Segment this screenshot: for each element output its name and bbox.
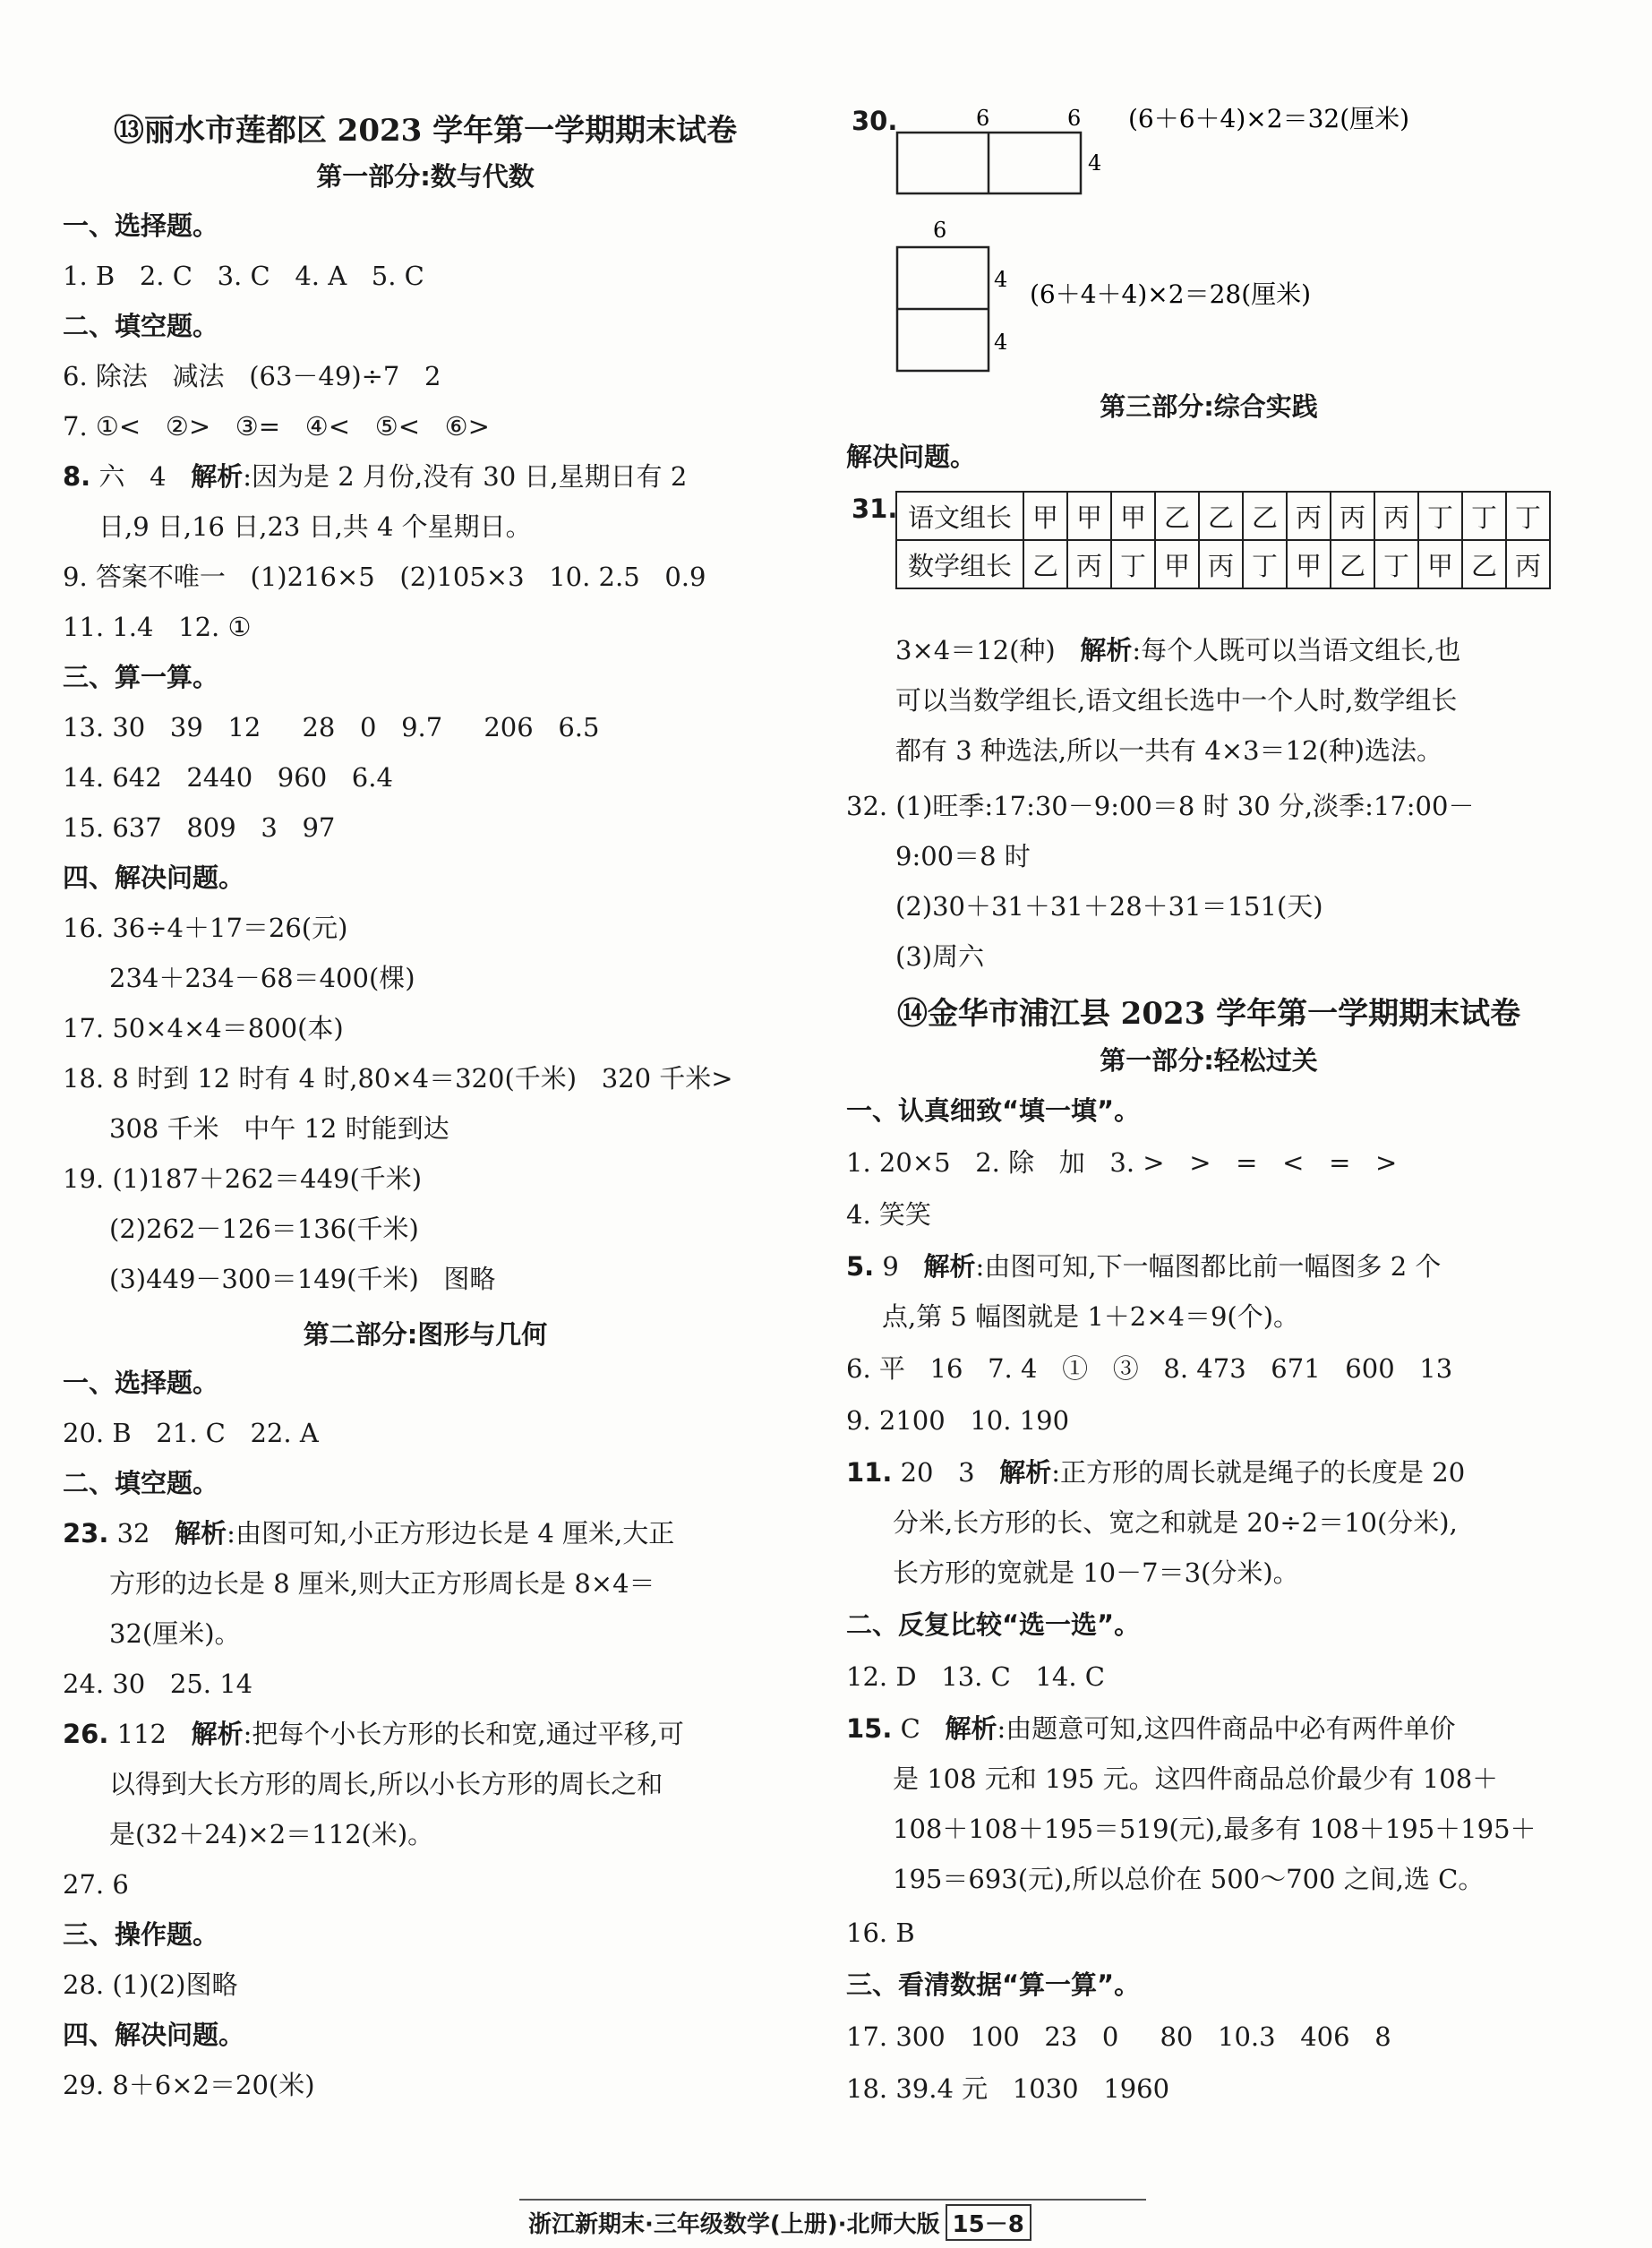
analysis-text: :把每个小长方形的长和宽,通过平移,可 — [243, 1719, 684, 1749]
group-leader-table — [895, 491, 1551, 589]
footer-line — [528, 2204, 1031, 2241]
table-cell: 丁 — [1418, 492, 1462, 540]
answer-line: 方形的边长是 8 厘米,则大正方形周长是 8×4＝ — [109, 1568, 655, 1599]
table-cell: 甲 — [1287, 540, 1331, 588]
question-number: 26. — [63, 1719, 109, 1749]
table-cell: 丁 — [1462, 492, 1506, 540]
section-heading: 一、选择题。 — [63, 210, 219, 241]
answer-line: 24. 30 25. 14 — [63, 1669, 253, 1699]
answer-line: 9. 答案不唯一 (1)216×5 (2)105×3 10. 2.5 0.9 — [63, 562, 706, 592]
question-number: 8. — [63, 461, 91, 492]
table-cell: 甲 — [1023, 492, 1067, 540]
analysis-text: :因为是 2 月份,没有 30 日,星期日有 2 — [243, 461, 688, 492]
answer-line: 可以当数学组长,语文组长选中一个人时,数学组长 — [895, 685, 1458, 716]
figure-formula: (6＋6＋4)×2＝32(厘米) — [1128, 104, 1410, 133]
answer-line: 是(32＋24)×2＝112(米)。 — [109, 1819, 434, 1849]
analysis-text: :正方形的周长就是绳子的长度是 20 — [1051, 1457, 1466, 1488]
answer-line: 108＋108＋195＝519(元),最多有 108＋195＋195＋ — [893, 1814, 1536, 1844]
section-heading: 三、看清数据“算一算”。 — [846, 1969, 1141, 2000]
section-heading: 四、解决问题。 — [63, 2020, 245, 2050]
part-heading: 第三部分:综合实践 — [1100, 391, 1318, 422]
answer-line: 32. (1)旺季:17:30－9:00＝8 时 30 分,淡季:17:00－ — [846, 791, 1475, 821]
answer-line: 是 108 元和 195 元。这四件商品总价最少有 108＋ — [893, 1763, 1499, 1794]
answer-line: 以得到大长方形的周长,所以小长方形的周长之和 — [109, 1769, 663, 1799]
table-row — [896, 540, 1550, 588]
table-cell: 甲 — [1418, 540, 1462, 588]
answer-text: 六 4 — [90, 461, 192, 492]
table-cell: 乙 — [1331, 540, 1374, 588]
answer-line: 4. 笑笑 — [846, 1199, 931, 1230]
answer-text: 9 — [874, 1251, 924, 1282]
figure-label: 6 — [1067, 106, 1082, 131]
section-heading: 一、认真细致“填一填”。 — [846, 1095, 1141, 1126]
page-footer — [519, 2199, 1146, 2236]
question-number: 15. — [846, 1713, 893, 1744]
answer-line: 19. (1)187＋262＝449(千米) — [63, 1163, 423, 1194]
table-cell: 乙 — [1243, 492, 1287, 540]
analysis-label: 解析 — [999, 1457, 1052, 1488]
section-heading: 四、解决问题。 — [63, 862, 245, 893]
analysis-label: 解析 — [191, 1719, 244, 1749]
analysis-text: :由题意可知,这四件商品中必有两件单价 — [997, 1713, 1456, 1744]
answer-line: 9:00＝8 时 — [895, 841, 1031, 871]
answer-line: 308 千米 中午 12 时能到达 — [109, 1113, 449, 1144]
answer-line: 32(厘米)。 — [109, 1618, 241, 1649]
table-cell: 乙 — [1155, 492, 1199, 540]
answer-line: (3)449－300＝149(千米) 图略 — [109, 1264, 496, 1294]
table-cell: 丙 — [1331, 492, 1374, 540]
page-number: 15－8 — [946, 2204, 1031, 2241]
section-heading: 二、反复比较“选一选”。 — [846, 1609, 1141, 1640]
answer-line: 20. B 21. C 22. A — [63, 1418, 319, 1448]
answer-line: 195＝693(元),所以总价在 500～700 之间,选 C。 — [893, 1864, 1485, 1894]
table-cell: 丁 — [1111, 540, 1155, 588]
answer-line: (2)262－126＝136(千米) — [109, 1214, 419, 1244]
answer-line — [63, 1716, 684, 1752]
answer-text: 32 — [108, 1518, 175, 1549]
exam-title: ⑬丽水市莲都区 2023 学年第一学期期末试卷 — [113, 113, 738, 149]
footer-book-title: 浙江新期末·三年级数学(上册)·北师大版 — [528, 2211, 940, 2238]
table-cell: 乙 — [1199, 492, 1243, 540]
analysis-text: :由图可知,小正方形边长是 4 厘米,大正 — [227, 1518, 675, 1549]
figure-label: 6 — [976, 106, 990, 131]
answer-line: 14. 642 2440 960 6.4 — [63, 762, 393, 793]
answer-line: 11. 1.4 12. ① — [63, 612, 252, 642]
answer-line: 28. (1)(2)图略 — [63, 1969, 238, 2000]
part-heading: 第一部分:数与代数 — [316, 161, 535, 192]
answer-line: 点,第 5 幅图就是 1＋2×4＝9(个)。 — [882, 1301, 1300, 1332]
answer-line: 6. 平 16 7. 4 ① ③ 8. 473 671 600 13 — [846, 1353, 1453, 1384]
table-row-header: 语文组长 — [896, 492, 1023, 540]
answer-text: 112 — [108, 1719, 192, 1749]
figure-label: 4 — [1088, 150, 1102, 176]
analysis-label: 解析 — [191, 461, 244, 492]
answer-line: (3)周六 — [895, 941, 985, 972]
table-cell: 丁 — [1374, 540, 1418, 588]
table-cell: 乙 — [1462, 540, 1506, 588]
answer-line: (2)30＋31＋31＋28＋31＝151(天) — [895, 891, 1323, 922]
answer-line: 9. 2100 10. 190 — [846, 1405, 1070, 1436]
answer-line: 18. 39.4 元 1030 1960 — [846, 2073, 1170, 2104]
answer-line: 15. 637 809 3 97 — [63, 812, 336, 843]
answer-line: 长方形的宽就是 10－7＝3(分米)。 — [893, 1557, 1299, 1588]
answer-line: 234＋234－68＝400(棵) — [109, 963, 415, 993]
answer-line: 分米,长方形的长、宽之和就是 20÷2＝10(分米), — [893, 1507, 1458, 1538]
answer-text: C — [892, 1713, 946, 1744]
answer-line: 6. 除法 减法 (63－49)÷7 2 — [63, 361, 441, 391]
answer-line: 12. D 13. C 14. C — [846, 1661, 1105, 1692]
table-cell: 丙 — [1374, 492, 1418, 540]
answer-line — [895, 632, 1460, 668]
answer-line: 17. 50×4×4＝800(本) — [63, 1013, 344, 1043]
figure-label: 6 — [933, 218, 947, 243]
answer-line: 13. 30 39 12 28 0 9.7 206 6.5 — [63, 712, 600, 742]
table-cell: 乙 — [1023, 540, 1067, 588]
table-cell: 丙 — [1199, 540, 1243, 588]
answer-line: 17. 300 100 23 0 80 10.3 406 8 — [846, 2021, 1391, 2052]
section-heading: 二、填空题。 — [63, 311, 219, 341]
answer-line: 1. 20×5 2. 除 加 3. > > = < = > — [846, 1147, 1398, 1178]
table-cell: 丙 — [1506, 540, 1550, 588]
exam-title: ⑭金华市浦江县 2023 学年第一学期期末试卷 — [896, 996, 1521, 1032]
section-heading: 解决问题。 — [846, 442, 977, 472]
answer-line: 27. 6 — [63, 1869, 129, 1900]
question-number: 23. — [63, 1518, 109, 1549]
answer-line — [63, 459, 687, 494]
answer-line: 29. 8＋6×2＝20(米) — [63, 2070, 315, 2100]
table-cell: 丙 — [1067, 540, 1111, 588]
table-cell: 甲 — [1067, 492, 1111, 540]
answer-line — [63, 1515, 674, 1551]
figure-formula: (6＋4＋4)×2＝28(厘米) — [1030, 279, 1312, 309]
figure-label: 4 — [994, 267, 1008, 292]
answer-line: 7. ①< ②> ③= ④< ⑤< ⑥> — [63, 411, 490, 442]
section-heading: 三、操作题。 — [63, 1919, 219, 1950]
analysis-label: 解析 — [1080, 635, 1133, 665]
answer-line: 16. B — [846, 1918, 915, 1948]
answer-line: 日,9 日,16 日,23 日,共 4 个星期日。 — [98, 511, 532, 542]
analysis-text: :由图可知,下一幅图都比前一幅图多 2 个 — [975, 1251, 1442, 1282]
question-number: 31. — [852, 493, 898, 524]
section-heading: 一、选择题。 — [63, 1368, 219, 1398]
analysis-text: :每个人既可以当语文组长,也 — [1132, 635, 1461, 665]
table-row-header: 数学组长 — [896, 540, 1023, 588]
table-cell: 甲 — [1155, 540, 1199, 588]
answer-line: 1. B 2. C 3. C 4. A 5. C — [63, 261, 424, 291]
analysis-label: 解析 — [175, 1518, 227, 1549]
question-number: 30. — [852, 106, 898, 136]
part-heading: 第二部分:图形与几何 — [303, 1319, 548, 1350]
answer-line — [846, 1248, 1441, 1284]
answer-line: 18. 8 时到 12 时有 4 时,80×4＝320(千米) 320 千米> — [63, 1063, 733, 1094]
answer-line: 16. 36÷4＋17＝26(元) — [63, 913, 348, 943]
analysis-label: 解析 — [945, 1713, 997, 1744]
analysis-label: 解析 — [923, 1251, 976, 1282]
question-number: 5. — [846, 1251, 875, 1282]
answer-line: 都有 3 种选法,所以一共有 4×3＝12(种)选法。 — [895, 735, 1443, 766]
table-cell: 丁 — [1243, 540, 1287, 588]
table-cell: 甲 — [1111, 492, 1155, 540]
answer-text: 20 3 — [892, 1457, 1000, 1488]
figure-label: 4 — [994, 330, 1008, 355]
table-cell: 丙 — [1287, 492, 1331, 540]
answer-line — [846, 1454, 1465, 1490]
section-heading: 三、算一算。 — [63, 662, 219, 692]
part-heading: 第一部分:轻松过关 — [1100, 1045, 1318, 1076]
section-heading: 二、填空题。 — [63, 1468, 219, 1498]
answer-text: 3×4＝12(种) — [895, 635, 1081, 665]
table-cell: 丁 — [1506, 492, 1550, 540]
table-row — [896, 492, 1550, 540]
rectangle-figures — [895, 99, 1522, 376]
question-number: 11. — [846, 1457, 893, 1488]
answer-line — [846, 1711, 1455, 1746]
